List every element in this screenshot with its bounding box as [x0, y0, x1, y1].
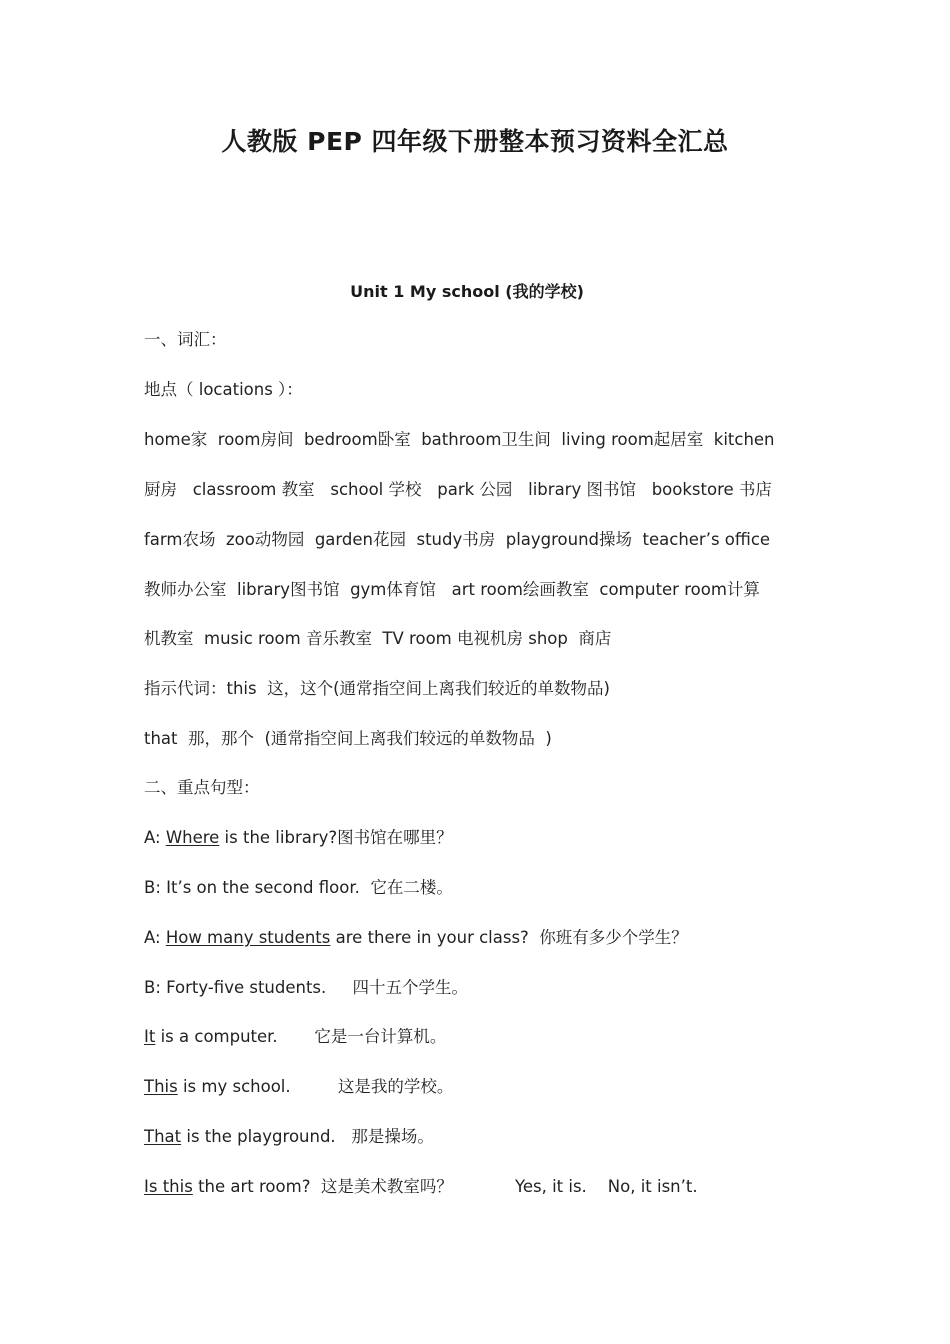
sentence-line [144, 1075, 814, 1099]
speaker-label: A: [144, 828, 166, 847]
underlined-keyword: How many students [165, 928, 331, 947]
sentence-text: is the library?图书馆在哪里？ [219, 828, 453, 847]
underlined-keyword: Is this [144, 1177, 193, 1196]
underlined-keyword: It [144, 1027, 156, 1046]
vocab-line: home家 room房间 bedroom卧室 bathroom卫生间 living room起居室 kitchen [144, 430, 775, 449]
vocab-line: 机教室 music room 音乐教室 TV room 电视机房 shop 商店 [144, 629, 612, 648]
sentence-line [144, 1025, 814, 1049]
vocab-line: 厨房 classroom 教室 school 学校 park 公园 library 图书馆 bookstore 书店 [144, 480, 772, 499]
locations-label: 地点（ locations ）： [144, 380, 303, 399]
sentence-line [144, 1175, 814, 1199]
sentence-line: B: It’s on the second floor. 它在二楼。 [144, 878, 453, 897]
section-heading-vocabulary: 一、词汇： [144, 330, 227, 349]
sentence-line [144, 1125, 814, 1149]
section-heading-sentences: 二、重点句型： [144, 778, 260, 797]
sentence-line [144, 926, 814, 950]
sentence-line [144, 826, 814, 850]
underlined-keyword: This [144, 1077, 178, 1096]
document-title: 人教版 PEP 四年级下册整本预习资料全汇总 [221, 127, 729, 156]
speaker-label: A: [144, 928, 166, 947]
vocab-line: 教师办公室 library图书馆 gym体育馆 art room绘画教室 computer room计算 [144, 580, 760, 599]
demonstrative-that: that 那，那个 (通常指空间上离我们较远的单数物品 ) [144, 729, 552, 748]
underlined-keyword: Where [165, 828, 220, 847]
demonstrative-this: 指示代词：this 这，这个(通常指空间上离我们较近的单数物品) [144, 679, 610, 698]
sentence-text: is my school. 这是我的学校。 [177, 1077, 454, 1096]
sentence-text: is the playground. 那是操场。 [181, 1127, 434, 1146]
answer-text: Yes, it is. No, it isn’t. [514, 1177, 698, 1196]
sentence-text: are there in your class? 你班有多少个学生？ [330, 928, 688, 947]
sentence-text: the art room? 这是美术教室吗？ [192, 1177, 453, 1196]
vocab-line: farm农场 zoo动物园 garden花园 study书房 playground操场 teacher’s office [144, 530, 771, 549]
sentence-line: B: Forty-five students. 四十五个学生。 [144, 978, 468, 997]
sentence-text: is a computer. 它是一台计算机。 [155, 1027, 447, 1046]
underlined-keyword: That [144, 1127, 182, 1146]
unit-heading: Unit 1 My school (我的学校) [350, 282, 584, 301]
